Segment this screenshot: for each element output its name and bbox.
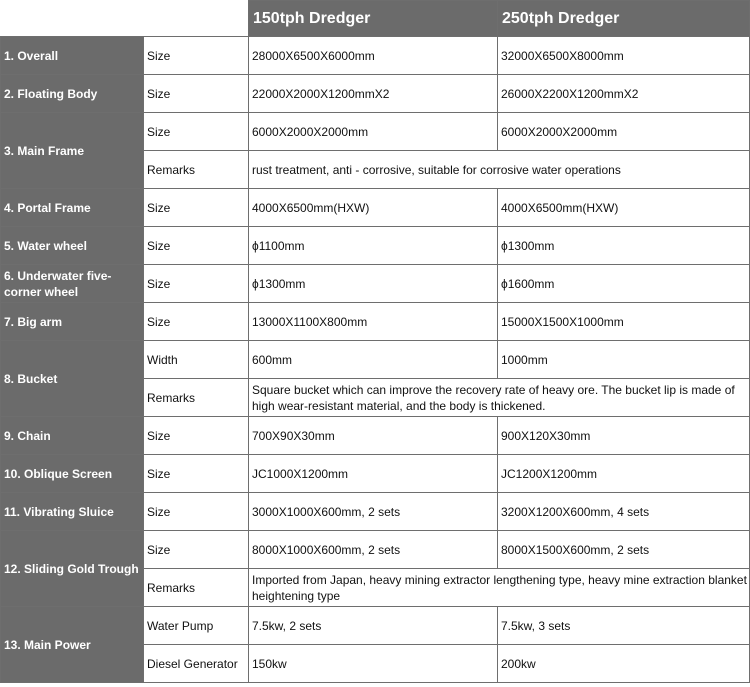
row-attribute: Size xyxy=(144,493,249,531)
table-row xyxy=(1,607,750,645)
row-attribute: Width xyxy=(144,341,249,379)
value-150tph: 700X90X30mm xyxy=(249,417,498,455)
value-250tph: 3200X1200X600mm, 4 sets xyxy=(498,493,750,531)
row-attribute: Size xyxy=(144,531,249,569)
row-category: 2. Floating Body xyxy=(1,75,144,113)
value-250tph: 26000X2200X1200mmX2 xyxy=(498,75,750,113)
value-250tph: ϕ1300mm xyxy=(498,227,750,265)
table-row xyxy=(1,531,750,569)
row-attribute: Size xyxy=(144,417,249,455)
value-250tph: 8000X1500X600mm, 2 sets xyxy=(498,531,750,569)
row-attribute: Water Pump xyxy=(144,607,249,645)
row-category: 6. Underwater five-corner wheel xyxy=(1,265,144,303)
value-150tph: ϕ1100mm xyxy=(249,227,498,265)
value-250tph: 1000mm xyxy=(498,341,750,379)
remark-value: Square bucket which can improve the recovery rate of heavy ore. The bucket lip is made of high wear-resistant material, and the body is thickened. xyxy=(249,379,750,417)
row-attribute: Size xyxy=(144,75,249,113)
value-150tph: 22000X2000X1200mmX2 xyxy=(249,75,498,113)
value-150tph: 6000X2000X2000mm xyxy=(249,113,498,151)
remark-value: rust treatment, anti - corrosive, suitable for corrosive water operations xyxy=(249,151,750,189)
value-250tph: ϕ1600mm xyxy=(498,265,750,303)
row-category: 1. Overall xyxy=(1,37,144,75)
table-row xyxy=(1,265,750,303)
row-category: 11. Vibrating Sluice xyxy=(1,493,144,531)
value-150tph: 28000X6500X6000mm xyxy=(249,37,498,75)
row-attribute: Size xyxy=(144,303,249,341)
row-attribute: Size xyxy=(144,189,249,227)
row-category: 12. Sliding Gold Trough xyxy=(1,531,144,607)
table-row xyxy=(1,75,750,113)
row-category: 10. Oblique Screen xyxy=(1,455,144,493)
table-row xyxy=(1,37,750,75)
value-250tph: 7.5kw, 3 sets xyxy=(498,607,750,645)
row-attribute: Diesel Generator xyxy=(144,645,249,683)
row-category: 8. Bucket xyxy=(1,341,144,417)
table-row xyxy=(1,189,750,227)
table-row xyxy=(1,417,750,455)
header-150tph: 150tph Dredger xyxy=(249,1,498,37)
row-category: 3. Main Frame xyxy=(1,113,144,189)
value-250tph: 32000X6500X8000mm xyxy=(498,37,750,75)
row-attribute: Size xyxy=(144,455,249,493)
table-row xyxy=(1,303,750,341)
header-250tph: 250tph Dredger xyxy=(498,1,750,37)
header-row xyxy=(1,1,750,37)
row-attribute: Size xyxy=(144,265,249,303)
table-row xyxy=(1,113,750,151)
row-category: 9. Chain xyxy=(1,417,144,455)
value-150tph: 13000X1100X800mm xyxy=(249,303,498,341)
table-row xyxy=(1,455,750,493)
value-150tph: 4000X6500mm(HXW) xyxy=(249,189,498,227)
value-250tph: JC1200X1200mm xyxy=(498,455,750,493)
row-attribute: Remarks xyxy=(144,379,249,417)
value-150tph: 3000X1000X600mm, 2 sets xyxy=(249,493,498,531)
value-250tph: 200kw xyxy=(498,645,750,683)
value-150tph: 150kw xyxy=(249,645,498,683)
row-category: 13. Main Power xyxy=(1,607,144,683)
value-250tph: 6000X2000X2000mm xyxy=(498,113,750,151)
value-150tph: 8000X1000X600mm, 2 sets xyxy=(249,531,498,569)
row-category: 7. Big arm xyxy=(1,303,144,341)
row-attribute: Remarks xyxy=(144,569,249,607)
row-attribute: Remarks xyxy=(144,151,249,189)
table-row xyxy=(1,341,750,379)
table-row xyxy=(1,227,750,265)
row-category: 5. Water wheel xyxy=(1,227,144,265)
value-150tph: JC1000X1200mm xyxy=(249,455,498,493)
table-row xyxy=(1,493,750,531)
value-250tph: 15000X1500X1000mm xyxy=(498,303,750,341)
row-category: 4. Portal Frame xyxy=(1,189,144,227)
value-250tph: 900X120X30mm xyxy=(498,417,750,455)
value-150tph: ϕ1300mm xyxy=(249,265,498,303)
value-150tph: 7.5kw, 2 sets xyxy=(249,607,498,645)
value-250tph: 4000X6500mm(HXW) xyxy=(498,189,750,227)
value-150tph: 600mm xyxy=(249,341,498,379)
row-attribute: Size xyxy=(144,37,249,75)
remark-value: Imported from Japan, heavy mining extractor lengthening type, heavy mine extraction blanket heightening type xyxy=(249,569,750,607)
row-attribute: Size xyxy=(144,113,249,151)
row-attribute: Size xyxy=(144,227,249,265)
header-blank-cell xyxy=(1,1,249,37)
